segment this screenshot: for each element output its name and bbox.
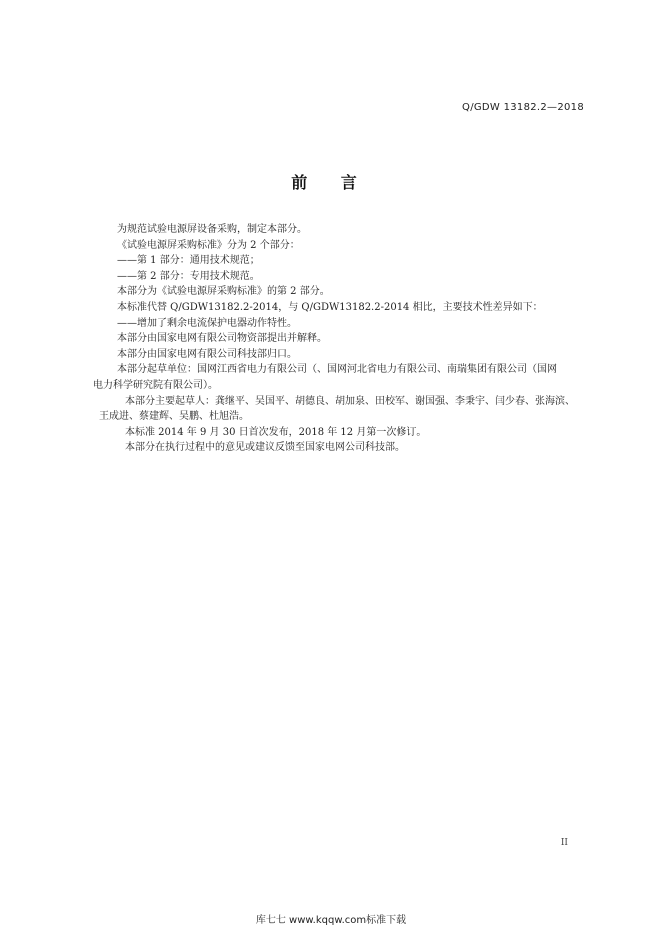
- footer-watermark: 库七七 www.kqqw.com标准下载: [255, 915, 407, 926]
- paragraph: 本标准代替 Q/GDW13182.2-2014，与 Q/GDW13182.2-2014 相比，主要技术性差异如下：: [117, 301, 543, 313]
- list-item: ——第 1 部分：通用技术规范；: [117, 255, 260, 267]
- paragraph: 本部分在执行过程中的意见或建议反馈至国家电网公司科技部。: [125, 442, 405, 454]
- paragraph: 本部分起草单位：国网江西省电力有限公司（、国网河北省电力有限公司、南瑞集团有限公司（国网: [117, 364, 557, 376]
- list-item: ——增加了剩余电流保护电器动作特性。: [117, 317, 297, 329]
- paragraph: 本部分由国家电网有限公司科技部归口。: [117, 348, 297, 360]
- paragraph: 为规范试验电源屏设备采购，制定本部分。: [117, 224, 307, 235]
- paragraph: 《试验电源屏采购标准》分为 2 个部分：: [117, 239, 300, 251]
- foreword-body: [93, 222, 587, 456]
- paragraph: 本部分主要起草人：龚继平、吴国平、胡德良、胡加泉、田校军、谢国强、李秉宇、闫少春、张海滨、: [125, 395, 575, 407]
- paragraph-continuation: 电力科学研究院有限公司）。: [93, 379, 218, 391]
- document-code: Q/GDW 13182.2—2018: [462, 102, 584, 113]
- list-item: ——第 2 部分：专用技术规范。: [117, 270, 260, 282]
- paragraph: 本标准 2014 年 9 月 30 日首次发布，2018 年 12 月第一次修订。: [125, 426, 427, 438]
- page-number: II: [560, 838, 568, 848]
- paragraph: 本部分为《试验电源屏采购标准》的第 2 部分。: [117, 286, 330, 298]
- paragraph: 本部分由国家电网有限公司物资部提出并解释。: [117, 333, 327, 345]
- page-title: 前 言: [291, 173, 371, 192]
- paragraph-continuation: 王成进、蔡建辉、吴鹏、杜旭浩。: [99, 411, 249, 423]
